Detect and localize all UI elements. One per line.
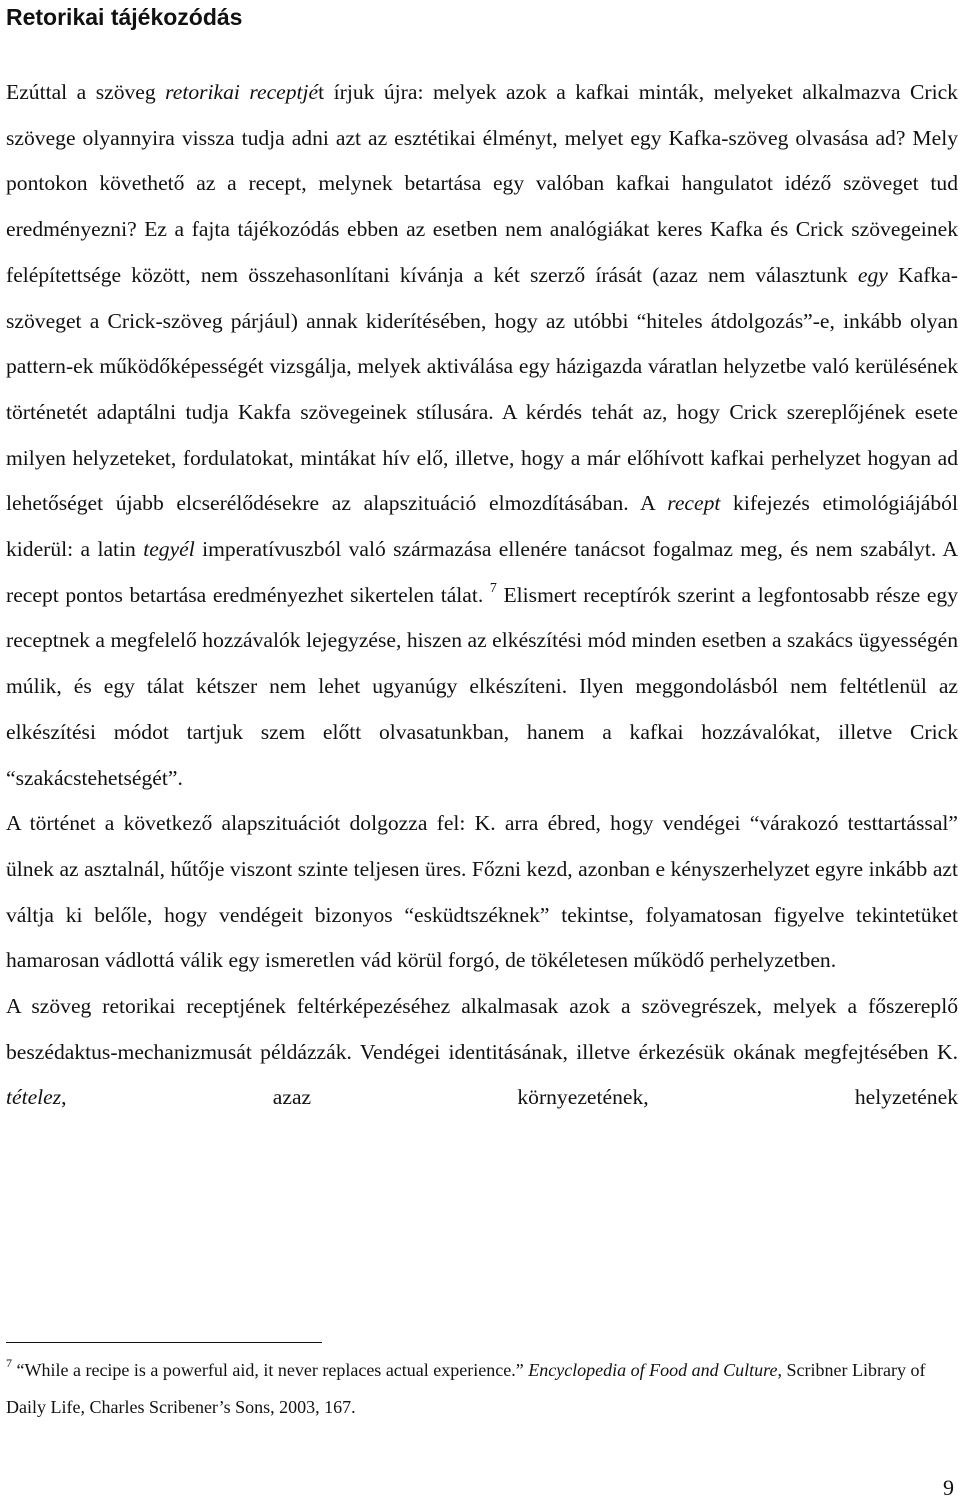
text-run: A szöveg retorikai receptjének feltérképezéséhez alkalmasak azok a szövegrészek, melyek a főszereplő beszédaktus-mechanizmusát példázzák. Vendégei identitásának, illetve érkezésük okának megfejtésében K.: [6, 994, 958, 1064]
emphasis: tételez: [6, 1085, 62, 1110]
footnote-text: “While a recipe is a powerful aid, it never replaces actual experience.”: [12, 1360, 529, 1380]
footnote-number: 7: [6, 1356, 12, 1370]
emphasis: tegyél: [143, 537, 195, 562]
page-number: 9: [943, 1475, 954, 1500]
footnote: [6, 1352, 958, 1426]
body-text: [6, 70, 958, 1121]
footnote-separator: [6, 1342, 322, 1343]
text-run: , azaz környezetének, helyzetének: [61, 1085, 958, 1110]
footnote-reference[interactable]: 7: [489, 580, 497, 596]
paragraph-3: [6, 984, 958, 1121]
section-heading: Retorikai tájékozódás: [6, 4, 243, 30]
footnote-title: Encyclopedia of Food and Culture: [528, 1360, 778, 1380]
text-run: Ezúttal a szöveg: [6, 80, 166, 104]
emphasis: recept: [667, 491, 721, 516]
emphasis: egy: [857, 262, 888, 287]
text-run: Kafka-szöveget a Crick-szöveg párjául) annak kiderítésében, hogy az utóbbi “hiteles átdolgozás”-e, inkább olyan pattern-ek működőképességét vizsgálja, melyek aktiválása egy házigazda váratlan helyzetbe való kerülésének történetét adaptálni tudja Kakfa szövegeinek stílusára. A kérdés tehát az, hogy Crick szereplőjének esete milyen helyzeteket, fordulatokat, mintákat hív elő, illetve, hogy a már előhívott kafkai perhelyzet hogyan ad lehetőséget újabb elcserélődésekre az alapszituáció elmozdításában. A: [6, 262, 959, 516]
text-run: kifejezés etimológiájából kiderül: a latin: [6, 491, 958, 562]
text-run: imperatívuszból való származása ellenére tanácsot fogalmaz meg, és nem szabályt. A recept pontos betartása eredményezhet sikertelen tálat.: [6, 537, 958, 607]
paragraph-1: [6, 70, 958, 801]
emphasis: retorikai receptjé: [165, 80, 319, 104]
text-run: t írjuk újra: melyek azok a kafkai minták, melyeket alkalmazva Crick szövege olyannyira vissza tudja adni azt az esztétikai élményt, melyet egy Kafka-szöveg olvasása ad? Mely pontokon követhető az a recept, melynek betartása egy valóban kafkai hangulatot idéző szöveget tud eredményezni? Ez a fajta tájékozódás ebben az esetben nem analógiákat keres Kafka és Crick szövegeinek felépítettsége között, nem összehasonlítani kívánja a két szerző írását (azaz nem választunk: [6, 80, 958, 287]
paragraph-2: A történet a következő alapszituációt dolgozza fel: K. arra ébred, hogy vendégei “várakozó testtartással” ülnek az asztalnál, hűtője viszont szinte teljesen üres. Főzni kezd, azonban e kényszerhelyzet egyre inkább azt váltja ki belőle, hogy vendégeit bizonyos “esküdtszéknek” tekintse, folyamatosan figyelve tekintetüket hamarosan vádlottá válik egy ismeretlen vád körül forgó, de tökéletesen működő perhelyzetben.: [6, 811, 958, 973]
footnote-text: , Scribner Library of Daily Life, Charles Scribener’s Sons, 2003, 167.: [6, 1360, 926, 1417]
text-run: Elismert receptírók szerint a legfontosabb része egy receptnek a megfelelő hozzávalók lejegyzése, hiszen az elkészítési mód minden esetben a szakács ügyességén múlik, és egy tálat kétszer nem lehet ugyanúgy elkészíteni. Ilyen meggondolásból nem feltétlenül az elkészítési módot tartjuk szem előtt olvasatunkban, hanem a kafkai hozzávalókat, illetve Crick “szakácstehetségét”.: [6, 582, 958, 790]
